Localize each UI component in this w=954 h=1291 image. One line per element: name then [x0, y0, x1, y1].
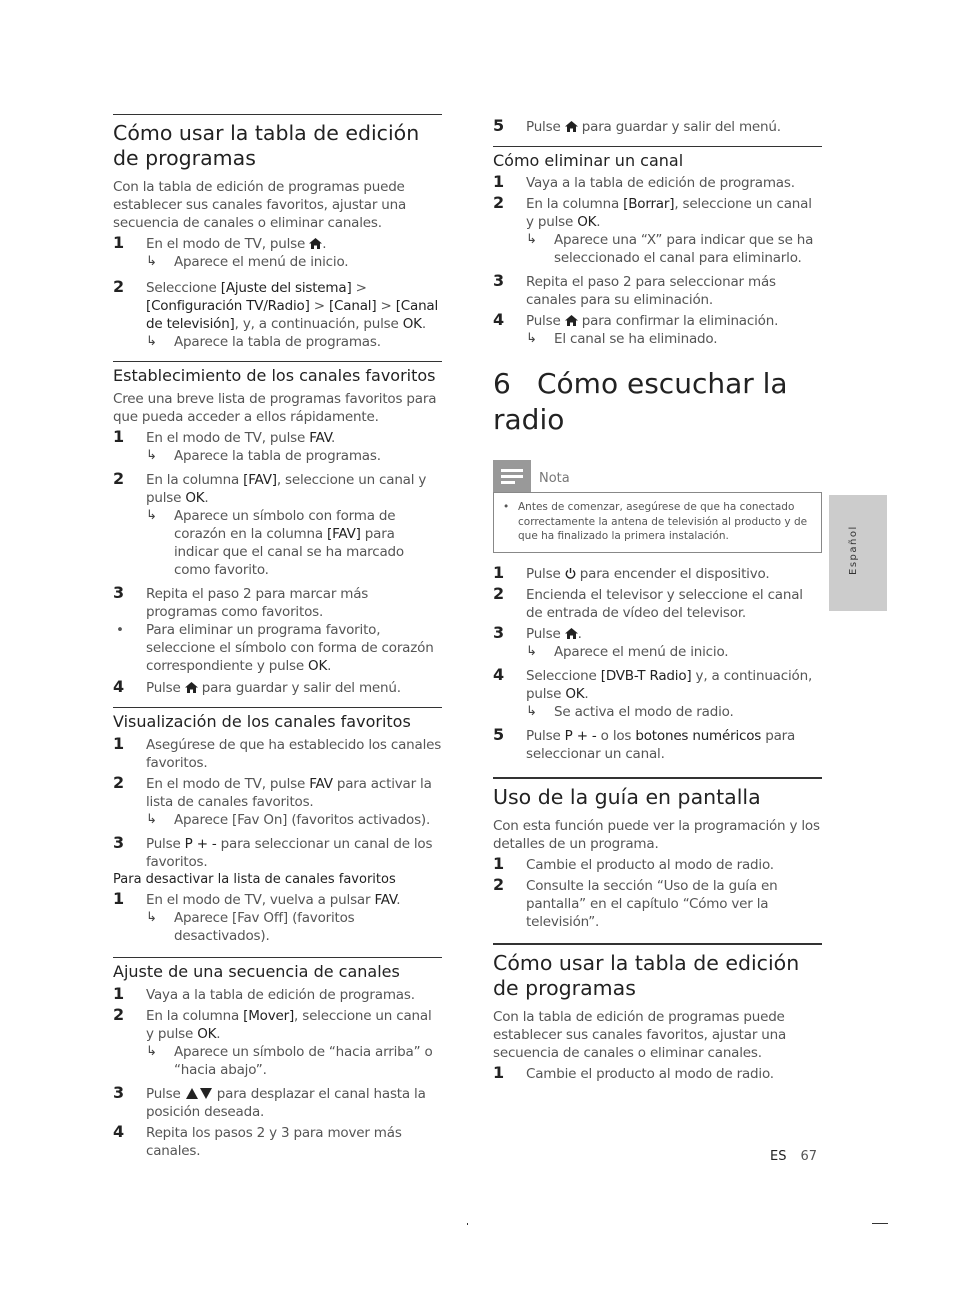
- step-result: ↳ Aparece el menú de inicio.: [146, 254, 349, 270]
- step: 2 Encienda el televisor y seleccione el canal de entrada de vídeo del televisor.: [493, 583, 803, 621]
- step: 4 Pulse para confirmar la eliminación.: [493, 310, 779, 329]
- step-result: ↳ Aparece [Fav Off] (favoritos desactivados).: [146, 910, 355, 944]
- home-icon: [565, 315, 578, 326]
- bullet-item: • Para eliminar un programa favorito, seleccione el símbolo con forma de corazón correspondiente y pulse OK.: [116, 622, 434, 674]
- step: 4 Pulse para guardar y salir del menú.: [113, 677, 401, 696]
- home-icon: [309, 238, 322, 249]
- step-result: ↳ Aparece la tabla de programas.: [146, 448, 381, 464]
- arrow-icon: ↳: [146, 448, 157, 463]
- section-intro: Con la tabla de edición de programas puede establecer sus canales favoritos, ajustar una secuencia de canales o eliminar canales.: [113, 179, 407, 231]
- home-icon: [565, 121, 578, 132]
- step: 1 Cambie el producto al modo de radio.: [493, 853, 774, 873]
- arrow-icon: ↳: [526, 331, 537, 346]
- section-view-favorites: [113, 707, 442, 945]
- step-result: ↳ Aparece [Fav On] (favoritos activados).: [146, 812, 431, 828]
- up-down-arrow-icon: [185, 1088, 213, 1099]
- step: 1 Vaya a la tabla de edición de programas.: [113, 984, 415, 1003]
- step-result: ↳ El canal se ha eliminado.: [526, 331, 718, 347]
- arrow-icon: ↳: [146, 334, 157, 349]
- radio-steps: [493, 562, 822, 763]
- note-icon: [493, 460, 531, 492]
- step-result: ↳ Aparece un símbolo de “hacia arriba” o “hacia abajo”.: [146, 1044, 433, 1078]
- step: 3 Pulse .: [493, 622, 582, 642]
- note-box: [493, 460, 822, 553]
- step-result: ↳ Aparece una “X” para indicar que se ha seleccionado el canal para eliminarlo.: [526, 232, 814, 266]
- section-intro: Cree una breve lista de programas favoritos para que pueda acceder a ellos rápidamente.: [113, 391, 437, 425]
- step-result: ↳ Aparece el menú de inicio.: [526, 643, 729, 660]
- home-icon: [565, 628, 578, 639]
- section-onscreen-guide: [493, 777, 822, 931]
- section-delete-channel: [493, 146, 822, 348]
- arrow-icon: ↳: [146, 812, 157, 827]
- step: 1 Asegúrese de que ha establecido los canales favoritos.: [113, 734, 442, 771]
- right-column: [493, 118, 822, 1083]
- step: 1 Vaya a la tabla de edición de programas.: [493, 172, 795, 191]
- section-channel-sequence: [113, 957, 442, 1160]
- footer-language: ES: [770, 1149, 787, 1164]
- step: 1 En el modo de TV, vuelva a pulsar FAV.: [113, 889, 401, 908]
- step: 1 Cambie el producto al modo de radio.: [493, 1062, 774, 1082]
- chapter-title: 6 Cómo escuchar la radio: [493, 367, 788, 436]
- note-header: [493, 460, 822, 492]
- step: 5 Pulse P + - o los botones numéricos para seleccionar un canal.: [493, 724, 796, 762]
- arrow-icon: ↳: [526, 703, 537, 719]
- section-radio-program-table: [493, 943, 822, 1083]
- left-column: [113, 114, 442, 1160]
- page-footer: [770, 1149, 817, 1164]
- home-icon: [185, 682, 198, 693]
- page-number: 67: [800, 1149, 818, 1164]
- step: 1 Pulse para encender el dispositivo.: [493, 562, 770, 582]
- step: 3 Repita el paso 2 para seleccionar más canales para su eliminación.: [493, 271, 776, 308]
- step-result: ↳ Aparece un símbolo con forma de corazón en la columna [FAV] para indicar que el canal se ha marcado como favorito.: [146, 508, 404, 578]
- arrow-icon: ↳: [146, 910, 157, 925]
- power-icon: [565, 568, 576, 579]
- arrow-icon: ↳: [526, 232, 537, 247]
- arrow-icon: ↳: [526, 643, 537, 659]
- section-title: Cómo usar la tabla de edición de programas: [493, 950, 800, 1000]
- step: 2 En el modo de TV, pulse FAV para activar la lista de canales favoritos.: [113, 773, 432, 810]
- step: 1 En el modo de TV, pulse .: [113, 233, 327, 252]
- arrow-icon: ↳: [146, 508, 157, 523]
- crop-mark: [872, 1223, 888, 1224]
- arrow-icon: ↳: [146, 254, 157, 269]
- step: 3 Pulse para desplazar el canal hasta la posición deseada.: [113, 1083, 426, 1120]
- section-program-table: [113, 114, 442, 351]
- step: 2 En la columna [Borrar], seleccione un canal y pulse OK.: [493, 193, 812, 230]
- note-content: • Antes de comenzar, asegúrese de que ha conectado correctamente la antena de televisión al producto y de que ha finalizado la primera instalación.: [493, 492, 822, 553]
- subheading: Para desactivar la lista de canales favoritos: [113, 872, 396, 887]
- crop-mark: [467, 1223, 468, 1225]
- step: 2 En la columna [Mover], seleccione un canal y pulse OK.: [113, 1005, 432, 1042]
- step: 4 Repita los pasos 2 y 3 para mover más canales.: [113, 1122, 402, 1159]
- arrow-icon: ↳: [146, 1044, 157, 1059]
- step: 2 En la columna [FAV], seleccione un canal y pulse OK.: [113, 469, 427, 506]
- section-title: Cómo usar la tabla de edición de programas: [113, 121, 420, 170]
- step: 1 En el modo de TV, pulse FAV.: [113, 427, 336, 446]
- step: 2 Seleccione [Ajuste del sistema] > [Configuración TV/Radio] > [Canal] > [Canal de televisión], y, a continuación, pulse OK.: [113, 277, 439, 332]
- step-result: ↳ Se activa el modo de radio.: [526, 703, 734, 720]
- section-title: Establecimiento de los canales favoritos: [113, 366, 436, 385]
- step: 4 Seleccione [DVB-T Radio] y, a continuación, pulse OK.: [493, 664, 813, 702]
- section-intro: Con la tabla de edición de programas puede establecer sus canales favoritos, ajustar una secuencia de canales o eliminar canales.: [493, 1008, 787, 1061]
- section-title: Ajuste de una secuencia de canales: [113, 962, 400, 981]
- step-result: ↳ Aparece la tabla de programas.: [146, 334, 381, 350]
- section-favorites: [113, 361, 442, 697]
- section-title: Cómo eliminar un canal: [493, 151, 684, 170]
- step: 3 Pulse P + - para seleccionar un canal de los favoritos.: [113, 833, 433, 870]
- step: 2 Consulte la sección “Uso de la guía en pantalla” en el capítulo “Cómo ver la televisión”.: [493, 874, 778, 930]
- step: 3 Repita el paso 2 para marcar más programas como favoritos.: [113, 583, 369, 620]
- language-side-tab: [829, 495, 887, 611]
- section-intro: Con esta función puede ver la programación y los detalles de un programa.: [493, 817, 820, 852]
- side-tab-label: Español: [848, 525, 859, 575]
- note-label: Nota: [539, 470, 570, 486]
- section-title: Uso de la guía en pantalla: [493, 784, 761, 809]
- section-title: Visualización de los canales favoritos: [113, 712, 411, 731]
- step: 5 Pulse para guardar y salir del menú.: [493, 116, 781, 135]
